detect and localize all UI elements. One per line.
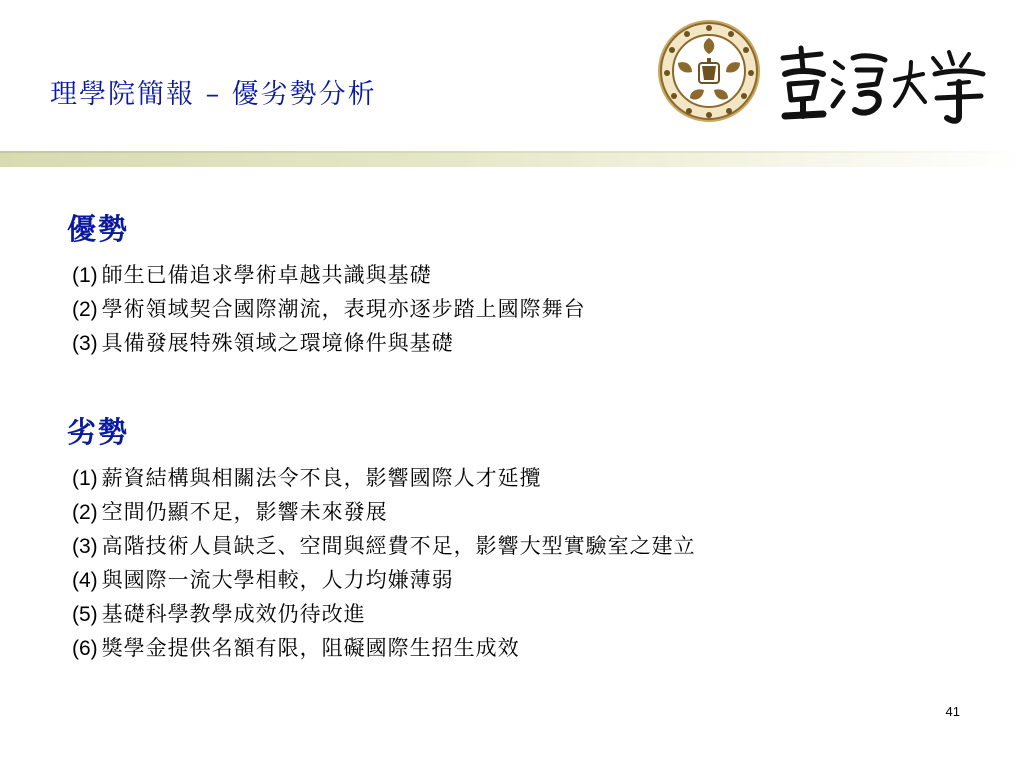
weakness-item-number: (4)	[72, 569, 98, 592]
weakness-item-number: (5)	[72, 603, 98, 626]
strength-item-number: (1)	[72, 264, 98, 287]
strength-item-text: 學術領域契合國際潮流，表現亦逐步踏上國際舞台	[101, 297, 586, 321]
weakness-item-number: (3)	[72, 535, 98, 558]
weaknesses-heading: 劣勢	[67, 415, 130, 449]
weakness-item-3	[72, 529, 696, 563]
page-number: 41	[945, 704, 960, 719]
title-divider-edge	[0, 151, 1024, 153]
weakness-item-text: 基礎科學教學成效仍待改進	[101, 602, 366, 626]
weakness-item-1	[72, 461, 696, 495]
university-wordmark-logo	[773, 40, 993, 126]
strengths-list	[62, 258, 586, 360]
weakness-item-2	[72, 495, 696, 529]
strength-item-number: (3)	[72, 332, 98, 355]
weaknesses-section	[62, 410, 696, 665]
slide-title: 理學院簡報 – 優劣勢分析	[50, 79, 377, 110]
weaknesses-list	[62, 461, 696, 665]
weakness-item-5	[72, 597, 696, 631]
strength-item-text: 師生已備追求學術卓越共識與基礎	[101, 263, 432, 287]
strength-item-number: (2)	[72, 298, 98, 321]
strength-item-1	[72, 258, 586, 292]
weakness-item-text: 獎學金提供名額有限，阻礙國際生招生成效	[101, 636, 520, 660]
weakness-item-number: (1)	[72, 467, 98, 490]
weakness-item-6	[72, 631, 696, 665]
weakness-item-text: 空間仍顯不足，影響未來發展	[101, 500, 388, 524]
weakness-item-text: 薪資結構與相關法令不良，影響國際人才延攬	[101, 466, 542, 490]
weakness-item-text: 與國際一流大學相較，人力均嫌薄弱	[101, 568, 454, 592]
strength-item-3	[72, 326, 586, 360]
weakness-item-4	[72, 563, 696, 597]
strengths-heading: 優勢	[67, 212, 130, 246]
weakness-item-number: (6)	[72, 637, 98, 660]
weakness-item-text: 高階技術人員缺乏、空間與經費不足，影響大型實驗室之建立	[101, 534, 696, 558]
strengths-section	[62, 207, 586, 360]
university-seal-logo	[656, 18, 762, 124]
strength-item-text: 具備發展特殊領域之環境條件與基礎	[101, 331, 454, 355]
strength-item-2	[72, 292, 586, 326]
weakness-item-number: (2)	[72, 501, 98, 524]
title-divider-bar	[0, 151, 1024, 167]
